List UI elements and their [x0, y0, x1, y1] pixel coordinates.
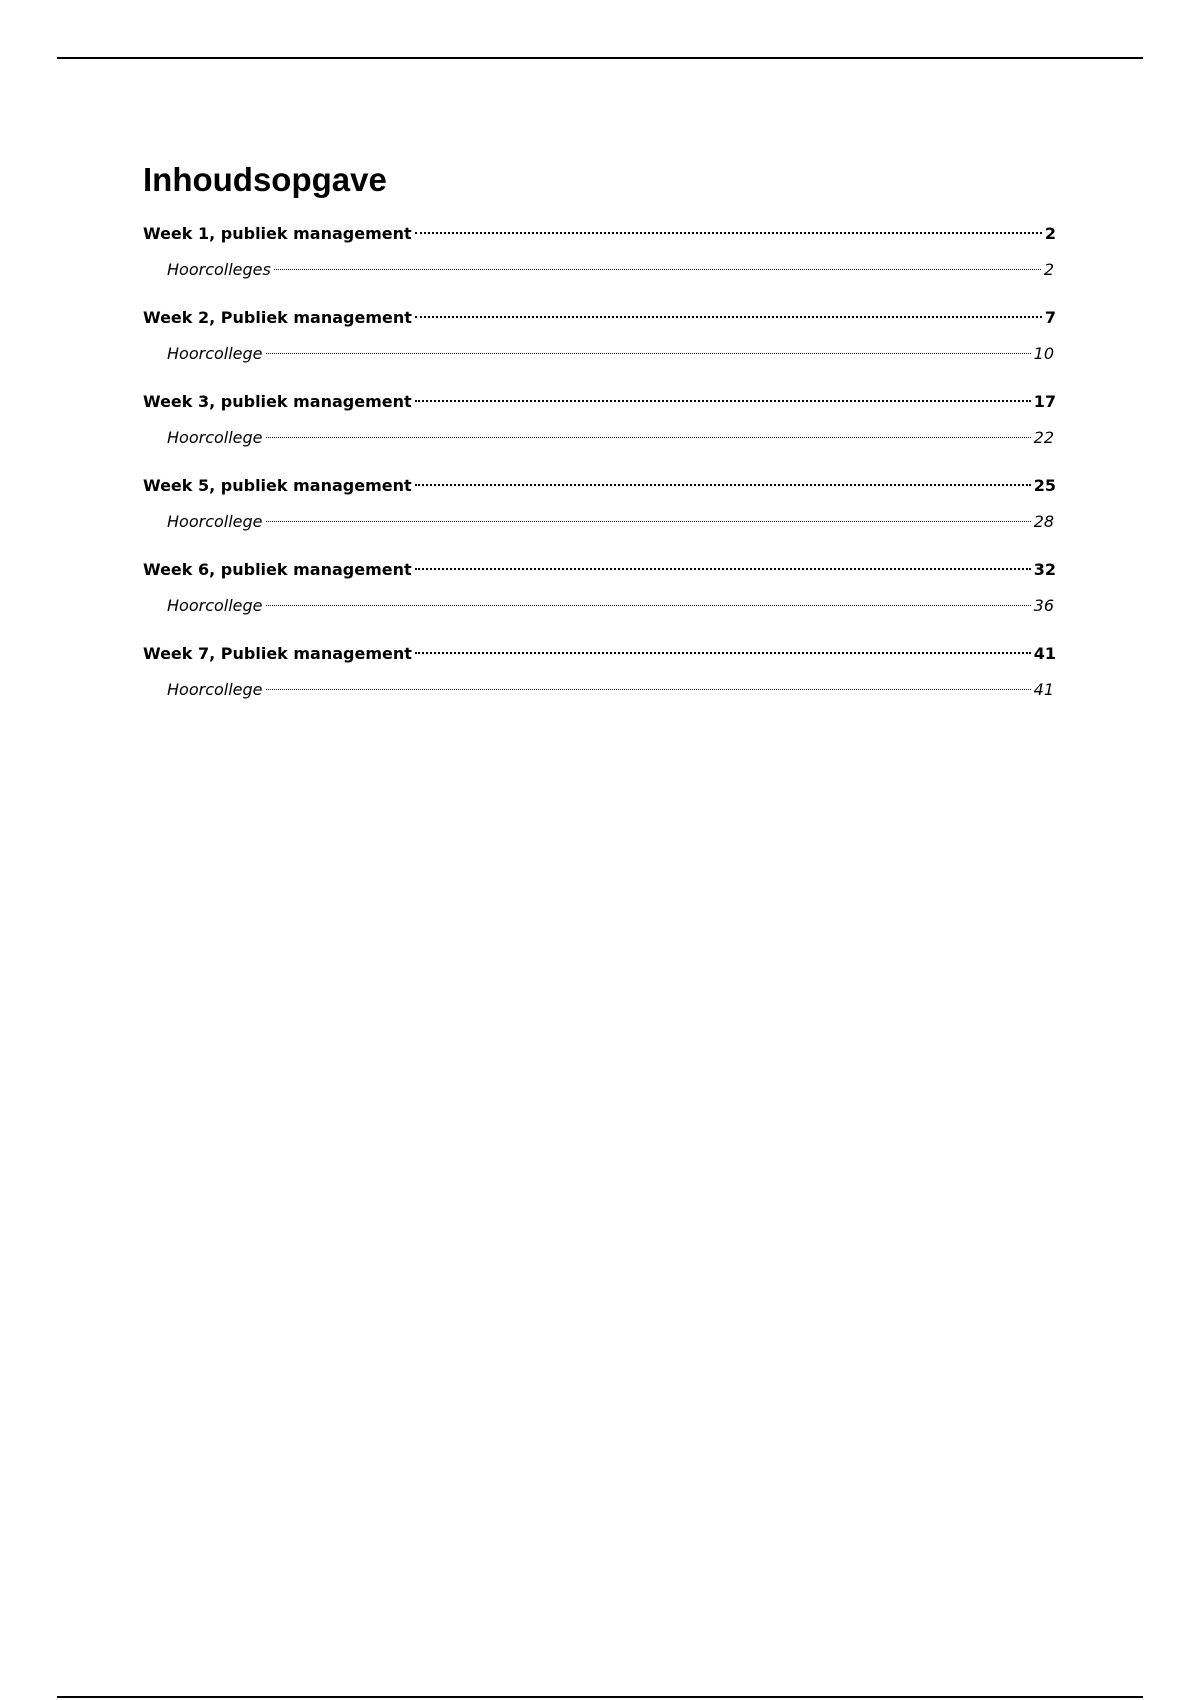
toc-entry-page: 32 [1033, 560, 1056, 579]
dot-leader [415, 484, 1031, 486]
toc-entry-page: 2 [1044, 224, 1056, 243]
toc-entry-page: 25 [1033, 476, 1056, 495]
toc-subentry-week-3[interactable] [143, 420, 1056, 456]
dot-leader [266, 689, 1031, 690]
dot-leader [266, 353, 1031, 354]
toc-subentry-page: 10 [1033, 344, 1054, 363]
toc-entry-title: Week 6, publiek management [143, 560, 412, 579]
footer-rule [57, 1696, 1143, 1698]
toc-entry-week-1[interactable] [143, 216, 1056, 252]
toc-entry-title: Week 1, publiek management [143, 224, 412, 243]
toc-subentry-page: 41 [1033, 680, 1054, 699]
dot-leader [415, 652, 1031, 654]
toc-entry-title: Week 2, Publiek management [143, 308, 412, 327]
toc-entry-title: Week 5, publiek management [143, 476, 412, 495]
toc-entry-page: 17 [1033, 392, 1056, 411]
toc-subentry-week-5[interactable] [143, 504, 1056, 540]
toc-subentry-title: Hoorcollege [167, 512, 263, 531]
toc-subentry-title: Hoorcollege [167, 344, 263, 363]
toc-subentry-week-7[interactable] [143, 672, 1056, 708]
header-rule [57, 57, 1143, 59]
toc-heading: Inhoudsopgave [143, 161, 387, 198]
toc-subentry-title: Hoorcolleges [167, 260, 271, 279]
dot-leader [415, 316, 1042, 318]
dot-leader [266, 521, 1031, 522]
dot-leader [274, 269, 1041, 270]
toc-entry-week-7[interactable] [143, 636, 1056, 672]
toc-entry-page: 7 [1044, 308, 1056, 327]
toc-entry-title: Week 7, Publiek management [143, 644, 412, 663]
toc-subentry-title: Hoorcollege [167, 596, 263, 615]
dot-leader [415, 568, 1031, 570]
toc-subentry-page: 36 [1033, 596, 1054, 615]
toc-subentry-title: Hoorcollege [167, 428, 263, 447]
toc-subentry-page: 2 [1043, 260, 1054, 279]
toc-subentry-week-2[interactable] [143, 336, 1056, 372]
toc-entry-week-2[interactable] [143, 300, 1056, 336]
toc-entry-page: 41 [1033, 644, 1056, 663]
toc-subentry-title: Hoorcollege [167, 680, 263, 699]
table-of-contents [143, 160, 1056, 720]
toc-subentry-week-1[interactable] [143, 252, 1056, 288]
toc-subentry-page: 28 [1033, 512, 1054, 531]
dot-leader [266, 605, 1031, 606]
toc-entry-week-6[interactable] [143, 552, 1056, 588]
toc-subentry-page: 22 [1033, 428, 1054, 447]
toc-entry-week-3[interactable] [143, 384, 1056, 420]
toc-entry-title: Week 3, publiek management [143, 392, 412, 411]
dot-leader [415, 400, 1031, 402]
dot-leader [266, 437, 1031, 438]
toc-subentry-week-6[interactable] [143, 588, 1056, 624]
toc-entry-week-5[interactable] [143, 468, 1056, 504]
dot-leader [415, 232, 1042, 234]
